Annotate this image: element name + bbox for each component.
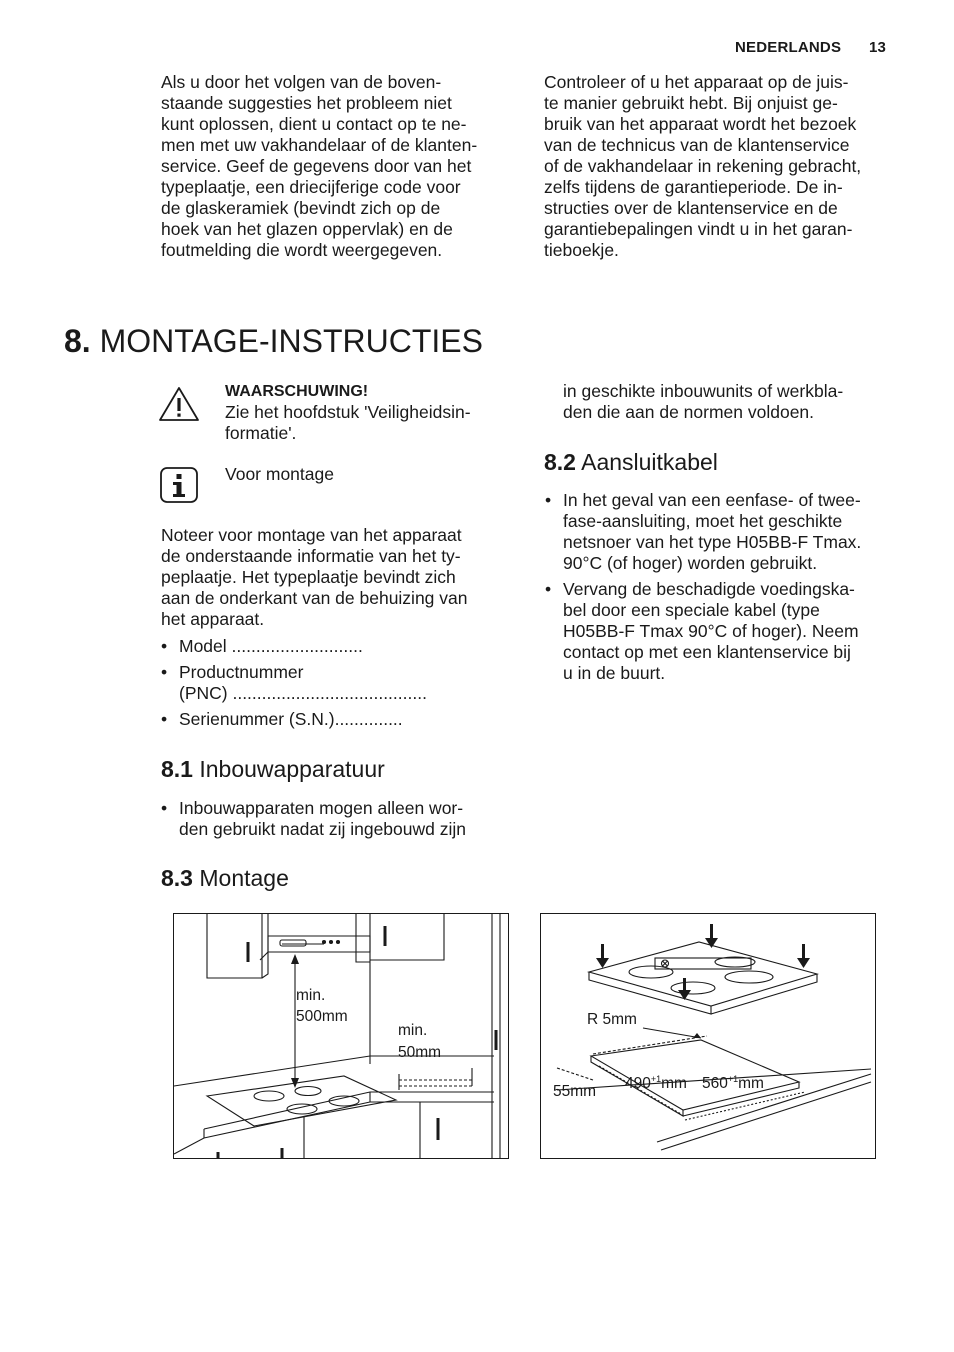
label-min-500: min. bbox=[296, 987, 326, 1004]
page-language: NEDERLANDS bbox=[735, 39, 842, 56]
list-item: • Vervang de beschadigde voedingska- bel door een speciale kabel (type H05BB-F Tmax 90°C of hoger). Neem contact op met een klantenservice bij u in de buurt. bbox=[545, 579, 905, 684]
subsection-8-2-heading bbox=[544, 449, 718, 476]
s81-continued-text: in geschikte inbouwunits of werkbla- den die aan de normen voldoen. bbox=[563, 381, 844, 422]
subsection-8-3-heading bbox=[161, 865, 289, 892]
intro-left-paragraph: Als u door het volgen van de boven- staande suggesties het probleem niet kunt oplossen, dient u contact op te ne- men met uw vakhandelaar of de klanten- service. Geef de gegevens door van het typeplaatje, een driecijferige code voor de glaskeramiek (bevindt zich op de hoek van het glazen oppervlak) en de foutmelding die wordt weergegeven. bbox=[161, 72, 478, 260]
list-item: • Productnummer (PNC) ........................................ bbox=[161, 662, 521, 704]
label-radius: R 5mm bbox=[587, 1011, 637, 1028]
subsection-number: 8.2 bbox=[544, 449, 576, 475]
info-icon bbox=[160, 467, 198, 503]
list-item: • Model ........................... bbox=[161, 636, 521, 657]
subsection-number: 8.1 bbox=[161, 756, 193, 782]
info-text: Voor montage bbox=[225, 464, 334, 484]
page-number: 13 bbox=[869, 39, 887, 56]
warning-triangle-icon bbox=[158, 386, 200, 422]
label-50mm: 50mm bbox=[398, 1044, 442, 1061]
figure-cutout-dimensions bbox=[540, 913, 876, 1159]
label-min-50: min. bbox=[398, 1022, 428, 1039]
note-paragraph: Noteer voor montage van het apparaat de onderstaande informatie van het ty- peplaatje. Het typeplaatje bevindt zich aan de onderkant van de behuizing van het apparaat. bbox=[161, 525, 468, 629]
list-item: • In het geval van een eenfase- of twee- fase-aansluiting, moet het geschikte netsnoer van het type H05BB-F Tmax. 90°C (of hoger) worden gebruikt. bbox=[545, 490, 905, 574]
cutout-illustration bbox=[541, 914, 875, 1158]
section-title bbox=[64, 323, 483, 360]
list-item: • Serienummer (S.N.).............. bbox=[161, 709, 521, 730]
subsection-title: Aansluitkabel bbox=[581, 449, 718, 475]
intro-right-paragraph: Controleer of u het apparaat op de juis- te manier gebruikt hebt. Bij onjuist ge- bruik van het apparaat wordt het bezoek van de technicus van de klantenservice of de vakhandelaar in rekening gebracht, zelfs tijdens de garantieperiode. De in- structies over de klantenservice en de garantiebepalingen vindt u in het garan- tieboekje. bbox=[544, 72, 862, 260]
subsection-title: Montage bbox=[199, 865, 289, 891]
figure-installation-clearances bbox=[173, 913, 509, 1159]
list-item: • Inbouwapparaten mogen alleen wor- den gebruikt nadat zij ingebouwd zijn bbox=[161, 798, 526, 840]
warning-heading: WAARSCHUWING! bbox=[225, 383, 369, 400]
label-560mm: $560^{+1}mm$ bbox=[702, 1074, 764, 1092]
s81-list bbox=[161, 798, 526, 840]
typeplate-list bbox=[161, 636, 521, 730]
label-55mm: 55mm bbox=[553, 1083, 597, 1100]
kitchen-illustration bbox=[174, 914, 508, 1158]
label-490mm: $490^{+1}mm$ bbox=[625, 1074, 687, 1092]
label-500mm: 500mm bbox=[296, 1008, 348, 1025]
subsection-8-1-heading bbox=[161, 756, 385, 783]
subsection-number: 8.3 bbox=[161, 865, 193, 891]
section-number: 8. bbox=[64, 323, 91, 359]
s82-list bbox=[545, 490, 905, 684]
warning-text: Zie het hoofdstuk 'Veiligheidsin- formatie'. bbox=[225, 402, 471, 443]
subsection-title: Inbouwapparatuur bbox=[199, 756, 385, 782]
section-title-text: MONTAGE-INSTRUCTIES bbox=[99, 323, 483, 359]
